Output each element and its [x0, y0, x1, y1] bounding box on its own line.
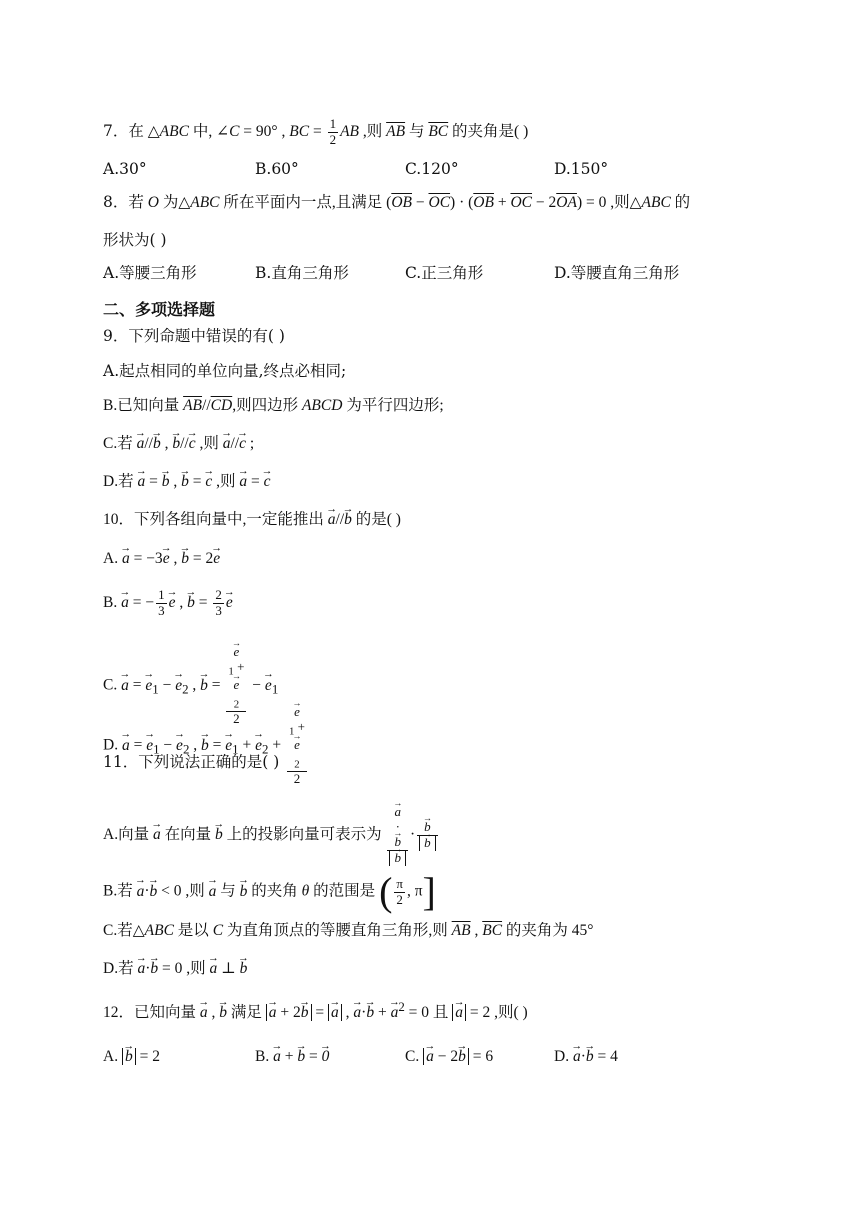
question-8: 8．若 O 为△ABC 所在平面内一点,且满足 $(\overline{OB} - \overline{OC}) \cdot (\overline{OB} + \overline{OC} - 2\overline{OA}) = 0$ ,则△ABC 的	[103, 193, 691, 211]
q11-option-c: C.若△ABC 是以 C 为直角顶点的等腰直角三角形,则 $\overline{AB}$ , $\overline{BC}$ 的夹角为 45°	[103, 922, 594, 939]
q7-option-c: C.120°	[405, 160, 459, 178]
q11-option-a: A.向量 → a 在向量 → b 上的投影向量可表示为 → a · → b → b · → b → b	[103, 805, 440, 866]
q7-option-b: B.60°	[255, 160, 299, 178]
q9-option-a: A.起点相同的单位向量,终点必相同;	[103, 362, 347, 380]
q10-option-a: A. → a = −3→ e , → b = 2→ e	[103, 551, 220, 567]
question-10: 10．下列各组向量中,一定能推出 → a//→ b 的是( )	[103, 512, 401, 528]
question-12: 12．已知向量 → a , → b 满足 → a + 2→ b = → a , → a·→ b + → $a^2 = 0$ 且 → a = 2 ,则( )	[103, 1001, 528, 1021]
q8-option-c: C.正三角形	[405, 264, 484, 282]
q10-option-b: B. → a = − $\frac{1}{3}$ → e , → b = $\frac{2}{3}$ → e	[103, 588, 233, 619]
q7-option-d: D.150°	[554, 160, 609, 178]
q12-option-b: B. → a + → b = → 0	[255, 1049, 329, 1065]
q9-option-b: B.已知向量 $\overline{AB}//\overline{CD}$,则四边形 ABCD 为平行四边形;	[103, 397, 444, 414]
q8-option-b: B.直角三角形	[255, 264, 349, 282]
q8-option-d: D.等腰直角三角形	[554, 264, 680, 282]
question-10-prefix: 10．下列各组向量中,一定能推出	[103, 511, 324, 528]
question-11: 11．下列说法正确的是( )	[103, 753, 280, 771]
section-title: 二、多项选择题	[103, 300, 216, 319]
question-8-number: 8．若	[103, 193, 144, 211]
question-12-prefix: 12．已知向量	[103, 1004, 197, 1022]
question-10-suffix: 的是( )	[355, 511, 401, 528]
q12-option-c: C. → a − 2→ b = 6	[405, 1049, 493, 1065]
q10-option-d: D. → a = → $e_1$ − → $e_2$ , → b = → $e_1$ + → $e_2$ + → e $_1$ + → e $_2$ 2	[103, 705, 309, 787]
q8-option-a: A.等腰三角形	[103, 264, 197, 282]
q11-option-b: B.若 → a·→ b < 0 ,则 → a 与 → b 的夹角 θ 的范围是 ( $\frac{\pi}{2}$ , π]	[103, 872, 436, 912]
q9-option-c: C.若 → a//→ b , → b//→ c ,则 → a//→ c ;	[103, 436, 254, 452]
question-7: 7．在 △ABC 中, ∠C = 90° , BC = $\frac{1}{2}$ AB ,则 $\overline{AB}$ 与 $\overline{BC}$ 的夹角是( )	[103, 116, 529, 147]
q12-option-d: D. → a·→ b = 4	[554, 1049, 618, 1065]
q9-option-d: D.若 → a = → b , → b = → c ,则 → a = → c	[103, 474, 271, 490]
q7-option-a: A.30°	[103, 160, 147, 178]
question-9: 9．下列命题中错误的有( )	[103, 327, 285, 345]
q12-option-a: A. → b = 2	[103, 1049, 160, 1065]
question-8-continued: 形状为( )	[103, 231, 167, 249]
question-7-number: 7．在	[103, 122, 144, 140]
q11-option-d: D.若 → a·→ b = 0 ,则 → a ⊥ → b	[103, 961, 247, 977]
q10-option-c: C. → a = → $e_1$ − → $e_2$ , → b = → e $_1$ + → e $_2$ 2 − → $e_1$	[103, 645, 278, 727]
